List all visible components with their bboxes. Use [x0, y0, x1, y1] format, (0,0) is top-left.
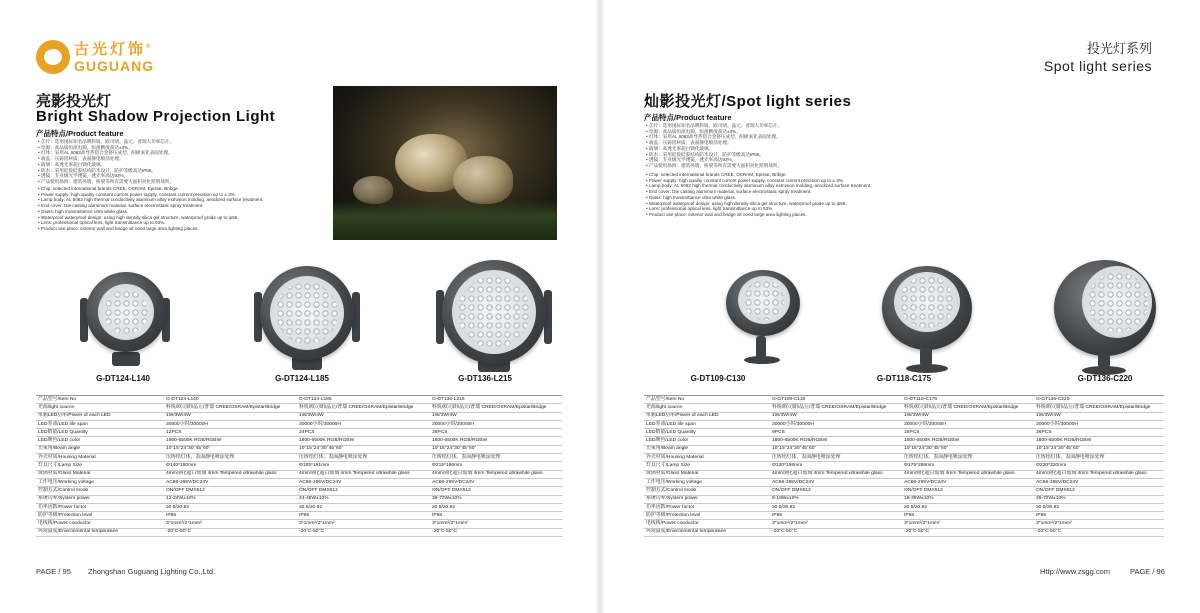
table-row [36, 495, 562, 503]
spec-value-cell: 1800-6500K RGB/RGBW [770, 437, 902, 445]
spec-label-cell: 光束角/Beam angle [644, 445, 770, 453]
feature-item: • 产品使用场所：建筑外墙、桥梁等所有需要大面积亮化照明场所。 [38, 179, 174, 185]
led-array [900, 276, 954, 328]
spec-value-cell: 1800-6500K RGB/RGBW [164, 437, 297, 445]
company-name: Zhongshan Guguang Lighting Co.,Ltd. [88, 567, 216, 576]
spec-label-cell: 环境温度/Environmental temperature [36, 528, 164, 536]
spec-value-cell: 科锐/欧司朗/晶元/普瑞 CREE/OSRAM/Epistar/Bridge [902, 404, 1034, 412]
spec-value-cell: IP66 [164, 512, 297, 520]
table-row [644, 396, 1164, 404]
product-title: 灿影投光灯/Spot light series [644, 93, 852, 110]
feature-item: • Waterproof waterproof design: using high density silica gel structure, waterproof grade up to ip66. [38, 215, 263, 221]
model-label: G-DT124-L185 [275, 374, 329, 383]
right-page [600, 0, 1200, 613]
spec-value-cell: 30000小时/30000H [1034, 420, 1164, 428]
logo-g-mark-icon [36, 40, 70, 74]
spec-value-cell: Φ175*268mm [902, 462, 1034, 470]
spec-value-cell: 3*1mm²/2*1mm² [164, 520, 297, 528]
spec-value-cell: IP66 [902, 512, 1034, 520]
spec-value-cell: 10°15°24°30°45°60° [164, 445, 297, 453]
spec-value-cell: ≥0.5/≥0.92 [164, 503, 297, 511]
spec-value-cell: ON/OFF DMX512 [297, 487, 430, 495]
spec-value-cell: 4mm钢化超白玻璃 4mm Tempered ultrawhite glass [430, 470, 562, 478]
spec-value-cell: G-DT124-L185 [297, 396, 430, 404]
spec-label-cell: 电线线/Power conductor [644, 520, 770, 528]
model-label: G-DT124-L140 [96, 374, 150, 383]
spec-value-cell: 36-72W±10% [1034, 495, 1164, 503]
spec-label-cell: 灯具尺寸/Lamp Size [36, 462, 164, 470]
lamp-image-g-dt136-c220 [1046, 256, 1164, 380]
spec-value-cell: 4mm钢化超白玻璃 4mm Tempered ultrawhite glass [1034, 470, 1164, 478]
spec-value-cell: 压铸铝灯体，表面静电喷涂处理 [1034, 454, 1164, 462]
table-row [644, 487, 1164, 495]
feature-item: • 端盖：压铸铝材质，表面静电喷涂处理。 [646, 140, 782, 146]
spec-value-cell: -20°C-50°C [430, 528, 562, 536]
table-row [36, 404, 562, 412]
table-row [36, 528, 562, 536]
lamp-stem [756, 336, 766, 358]
spec-value-cell: G-DT118-C175 [902, 396, 1034, 404]
spec-value-cell: 压铸铝灯体，表面静电喷涂处理 [902, 454, 1034, 462]
spec-value-cell: 4mm钢化超白玻璃 4mm Tempered ultrawhite glass [164, 470, 297, 478]
spec-value-cell: IP66 [770, 512, 902, 520]
spec-table [36, 395, 562, 537]
spec-value-cell: 1800-6500K RGB/RGBW [902, 437, 1034, 445]
feature-item: • Lamp body: AL 6063 high thermal conductivity aluminum alloy extrusion molding, anodized surface treatment. [38, 197, 263, 203]
spec-value-cell: ON/OFF DMX512 [164, 487, 297, 495]
feature-item: • Product use place: exterior wall and bridge all need large area lighting places. [646, 212, 871, 218]
spec-value-cell: Φ215*196mm [430, 462, 562, 470]
lamp-image-g-dt124-l185 [252, 262, 362, 380]
table-row [644, 429, 1164, 437]
spec-value-cell: 压铸铝灯体，表面静电喷涂处理 [430, 454, 562, 462]
spec-value-cell: 36PCS [430, 429, 562, 437]
feature-item: • Lamp body: AL 6063 high thermal conductivity aluminum alloy extrusion molding, anodized surface treatment. [646, 183, 871, 189]
spec-label-cell: 光源/light source [36, 404, 164, 412]
table-row [36, 470, 562, 478]
led-array [744, 280, 784, 320]
feature-item: • 玻璃：高透光率超白钢化玻璃。 [646, 146, 782, 152]
spec-value-cell: 36-72W±10% [430, 495, 562, 503]
page-number: PAGE / 95 [36, 567, 71, 576]
spec-value-cell: ON/OFF DMX512 [1034, 487, 1164, 495]
table-row [644, 520, 1164, 528]
spec-value-cell: 24-48W±10% [297, 495, 430, 503]
spec-value-cell: ≥0.5/≥0.92 [430, 503, 562, 511]
spec-label-cell: LED数量/LED Quantity [36, 429, 164, 437]
table-row [36, 478, 562, 486]
spec-label-cell: 玻璃材质/Glass Material [36, 470, 164, 478]
table-row [36, 487, 562, 495]
spec-label-cell: 系统功率/System power [644, 495, 770, 503]
feature-item: • Waterproof waterproof design: using high density silica gel structure, waterproof grade up to ip66. [646, 201, 871, 207]
feature-item: • Glass: high transmittance ultra white glass. [38, 209, 263, 215]
feature-item: • 灯体：采用AL 6063高导热铝合金挤压成型，阳极氧化表面处理。 [38, 150, 174, 156]
spec-label-cell: 灯具尺寸/Lamp Size [644, 462, 770, 470]
led-array [1088, 272, 1148, 332]
feature-item: • Lens: professional optical lens, light transmittance up to 93%. [38, 220, 263, 226]
feature-item: • Chip: selected international brands CREE, OSRAM, Epistar, Bribge. [38, 186, 263, 192]
table-row [644, 454, 1164, 462]
spec-value-cell: 压铸铝灯体，表面静电喷涂处理 [770, 454, 902, 462]
lamp-image-g-dt109-c130 [718, 262, 808, 372]
feature-item: • Chip: selected international brands CREE, OSRAM, Epistar, Bribge. [646, 172, 871, 178]
spec-value-cell: 1800-6500K RGB/RGBW [430, 437, 562, 445]
table-row [36, 437, 562, 445]
spec-value-cell: -20°C-50°C [770, 528, 902, 536]
spec-label-cell: 防护等级/Protection level [36, 512, 164, 520]
page-number: PAGE / 96 [1130, 567, 1165, 576]
feature-item: • 电源：高品质恒流电源，恒流精度高达±3%。 [646, 129, 782, 135]
table-row [644, 445, 1164, 453]
spec-value-cell: 1W/3W/4W [430, 412, 562, 420]
spec-value-cell: IP66 [297, 512, 430, 520]
spec-label-cell: 光源/light source [644, 404, 770, 412]
spec-value-cell: 24PCS [297, 429, 430, 437]
spec-value-cell: AC86-265V/DC24V [430, 478, 562, 486]
spec-value-cell: 10°15°24°30°45°60° [297, 445, 430, 453]
spec-value-cell: 4mm钢化超白玻璃 4mm Tempered ultrawhite glass [770, 470, 902, 478]
lamp-base [906, 364, 948, 373]
spec-value-cell: 3*1mm²/2*1mm² [902, 520, 1034, 528]
feature-list-cn [38, 139, 174, 185]
spec-value-cell: 3*1mm²/2*1mm² [430, 520, 562, 528]
spec-value-cell: ≥0.5/≥0.92 [1034, 503, 1164, 511]
spec-value-cell: -20°C-50°C [902, 528, 1034, 536]
table-row [36, 503, 562, 511]
spec-value-cell: 压铸铝灯体，表面静电喷涂处理 [297, 454, 430, 462]
grass-foreground [333, 200, 557, 240]
feature-item: • Product use place: exterior wall and bridge all need large area lighting places. [38, 226, 263, 232]
logo-english-name: GUGUANG [74, 58, 155, 74]
spec-value-cell: 科锐/欧司朗/晶元/普瑞 CREE/OSRAM/Epistar/Bridge [430, 404, 562, 412]
spec-value-cell: 10°15°24°30°45°60° [770, 445, 902, 453]
table-row [36, 396, 562, 404]
spec-value-cell: G-DT124-L140 [164, 396, 297, 404]
spec-value-cell: 1W/3W/4W [297, 412, 430, 420]
feature-item: • 芯片：选用国际知名品牌科锐、欧司朗、晶元、普瑞大功率芯片。 [646, 123, 782, 129]
feature-list-cn [646, 123, 782, 169]
table-row [644, 528, 1164, 536]
series-title-en: Spot light series [1043, 58, 1152, 74]
spec-label-cell: LED寿命/LED life span [644, 420, 770, 428]
spec-label-cell: 控制方式/Control mode [36, 487, 164, 495]
table-row [644, 412, 1164, 420]
model-label: G-DT118-C175 [876, 374, 932, 383]
spec-label-cell: 外壳材质/Housing Material [36, 454, 164, 462]
table-row [644, 404, 1164, 412]
spec-value-cell: 1W/3W/4W [164, 412, 297, 420]
led-array [104, 290, 148, 334]
spec-value-cell: AC86-265V/DC24V [902, 478, 1034, 486]
spec-value-cell: IP66 [430, 512, 562, 520]
spec-value-cell: IP66 [1034, 512, 1164, 520]
table-row [644, 420, 1164, 428]
lamp-image-g-dt136-l215 [434, 258, 554, 382]
spec-value-cell: AC86-265V/DC24V [297, 478, 430, 486]
spec-value-cell: 9PCS [770, 429, 902, 437]
spec-value-cell: 1800-6500K RGB/RGBW [297, 437, 430, 445]
spec-value-cell: 3*1mm²/2*1mm² [770, 520, 902, 528]
spec-label-cell: 功率因数/Power factor [36, 503, 164, 511]
feature-item: • 防水：采用硅胶硅胶结构防水设计，防护等级高达IP66。 [646, 152, 782, 158]
table-row [36, 445, 562, 453]
spec-value-cell: Φ130*198mm [770, 462, 902, 470]
feature-item: • End cover: Die casting aluminum material, surface electrostatic spray treatment. [646, 189, 871, 195]
spec-label-cell: LED颜色/LED color [644, 437, 770, 445]
spec-value-cell: ON/OFF DMX512 [902, 487, 1034, 495]
spec-label-cell: LED数量/LED Quantity [644, 429, 770, 437]
table-row [36, 429, 562, 437]
model-label: G-DT109-C130 [690, 374, 746, 383]
feature-heading: 产品特点/Product feature [644, 113, 732, 122]
spec-label-cell: LED颜色/LED color [36, 437, 164, 445]
spec-label-cell: 控制方式/Control mode [644, 487, 770, 495]
spec-value-cell: AC86-265V/DC24V [1034, 478, 1164, 486]
table-row [36, 520, 562, 528]
lamp-image-g-dt118-c175 [872, 262, 982, 376]
spec-value-cell: 1800-6500K RGB/RGBW [1034, 437, 1164, 445]
product-title-cn: 亮影投光灯 [36, 93, 112, 110]
feature-item: • Lens: professional optical lens, light transmittance up to 93%. [646, 206, 871, 212]
spec-value-cell: 12PCS [164, 429, 297, 437]
spec-value-cell: -20°C-50°C [1034, 528, 1164, 536]
spec-value-cell: 30000小时/30000H [297, 420, 430, 428]
feature-item: • Glass: high transmittance ultra white glass. [646, 195, 871, 201]
spec-value-cell: 4mm钢化超白玻璃 4mm Tempered ultrawhite glass [902, 470, 1034, 478]
spec-value-cell: Φ140*160mm [164, 462, 297, 470]
spec-label-cell: 环境温度/Environmental temperature [644, 528, 770, 536]
series-title-cn: 投光灯系列 [1086, 41, 1152, 56]
table-row [36, 412, 562, 420]
spec-label-cell: 单颗LED功率/Power of each LED [36, 412, 164, 420]
spec-value-cell: 9-18W±10% [770, 495, 902, 503]
model-label: G-DT136-L215 [458, 374, 512, 383]
feature-item: • 电源：高品质恒流电源，恒流精度高达±3%。 [38, 145, 174, 151]
spec-value-cell: G-DT109-C130 [770, 396, 902, 404]
feature-list-en [38, 186, 263, 232]
spec-value-cell: ON/OFF DMX512 [770, 487, 902, 495]
table-row [36, 454, 562, 462]
feature-heading: 产品特点/Product feature [36, 129, 124, 138]
feature-item: • End cover: Die casting aluminum material, surface electrostatic spray treatment. [38, 203, 263, 209]
table-row [36, 462, 562, 470]
spec-value-cell: 1W/3W/4W [1034, 412, 1164, 420]
spec-value-cell: 12-24W±10% [164, 495, 297, 503]
spec-value-cell: ON/OFF DMX512 [430, 487, 562, 495]
lamp-base [744, 356, 780, 364]
logo-chinese-name: 古光灯饰® [74, 41, 154, 58]
spec-value-cell: 科锐/欧司朗/晶元/普瑞 CREE/OSRAM/Epistar/Bridge [770, 404, 902, 412]
spec-value-cell: 30000小时/30000H [164, 420, 297, 428]
table-row [644, 437, 1164, 445]
spec-value-cell: 30000小时/30000H [430, 420, 562, 428]
table-row [644, 503, 1164, 511]
table-row [644, 495, 1164, 503]
led-array [458, 276, 530, 348]
spec-label-cell: 光束角/Beam angle [36, 445, 164, 453]
spec-value-cell: -20°C-50°C [297, 528, 430, 536]
spec-value-cell: 10°15°24°30°45°60° [1034, 445, 1164, 453]
table-row [644, 512, 1164, 520]
spec-value-cell: 10°15°24°30°45°60° [430, 445, 562, 453]
spec-value-cell: 36PCS [1034, 429, 1164, 437]
spec-value-cell: ≥0.5/≥0.92 [902, 503, 1034, 511]
spec-label-cell: LED寿命/LED life span [36, 420, 164, 428]
spec-value-cell: 18-36W±10% [902, 495, 1034, 503]
feature-item: • 透镜：专业级光学透镜，透光率高达93%。 [38, 173, 174, 179]
spec-value-cell: G-DT136-L215 [430, 396, 562, 404]
spec-value-cell: AC86-265V/DC24V [164, 478, 297, 486]
feature-list-en [646, 172, 871, 218]
spec-label-cell: 外壳材质/Housing Material [644, 454, 770, 462]
brand-logo [36, 38, 166, 78]
feature-item: • 端盖：压铸铝材质，表面静电喷涂处理。 [38, 156, 174, 162]
feature-item: • 透镜：专业级光学透镜，透光率高达93%。 [646, 157, 782, 163]
spec-label-cell: 玻璃材质/Glass Material [644, 470, 770, 478]
spec-value-cell: G-DT136-C220 [1034, 396, 1164, 404]
lamp-bracket [112, 352, 140, 366]
model-label: G-DT136-C220 [1077, 374, 1133, 383]
spec-label-cell: 产品型号/Item No [644, 396, 770, 404]
spec-table [644, 395, 1164, 537]
feature-item: • 灯体：采用AL 6063高导热铝合金挤压成型，阳极氧化表面处理。 [646, 134, 782, 140]
feature-item: • Power supply: high quality constant current power supply, constant current precision up to ± 3%. [646, 178, 871, 184]
spec-value-cell: -20°C-50°C [164, 528, 297, 536]
table-row [36, 420, 562, 428]
table-row [644, 470, 1164, 478]
spec-value-cell: 30000小时/30000H [902, 420, 1034, 428]
spec-value-cell: 10°15°24°30°45°60° [902, 445, 1034, 453]
spec-value-cell: 科锐/欧司朗/晶元/普瑞 CREE/OSRAM/Epistar/Bridge [1034, 404, 1164, 412]
table-row [644, 462, 1164, 470]
feature-item: • Power supply: high quality constant current power supply, constant current precision up to ± 3%. [38, 192, 263, 198]
feature-item: • 玻璃：高透光率超白钢化玻璃。 [38, 162, 174, 168]
spec-label-cell: 工作电压/Working voltage [644, 478, 770, 486]
spec-value-cell: ≥0.5/≥0.92 [297, 503, 430, 511]
spec-value-cell: 4mm钢化超白玻璃 4mm Tempered ultrawhite glass [297, 470, 430, 478]
spec-value-cell: 科锐/欧司朗/晶元/普瑞 CREE/OSRAM/Epistar/Bridge [164, 404, 297, 412]
lamp-image-g-dt124-l140 [76, 268, 176, 378]
spec-label-cell: 系统功率/System power [36, 495, 164, 503]
spec-label-cell: 电线线/Power conductor [36, 520, 164, 528]
spec-label-cell: 功率因数/Power factor [644, 503, 770, 511]
spec-label-cell: 工作电压/Working voltage [36, 478, 164, 486]
spec-label-cell: 单颗LED功率/Power of each LED [644, 412, 770, 420]
spec-value-cell: 科锐/欧司朗/晶元/普瑞 CREE/OSRAM/Epistar/Bridge [297, 404, 430, 412]
feature-item: • 防水：采用硅胶硅胶结构防水设计，防护等级高达IP66。 [38, 168, 174, 174]
spec-value-cell: Φ185*191mm [297, 462, 430, 470]
feature-item: • 芯片：选用国际知名品牌科锐、欧司朗、晶元、普瑞大功率芯片。 [38, 139, 174, 145]
spec-value-cell: 18PCS [902, 429, 1034, 437]
led-array [276, 282, 338, 344]
table-row [644, 478, 1164, 486]
spec-value-cell: 1W/3W/4W [902, 412, 1034, 420]
spec-value-cell: 压铸铝灯体，表面静电喷涂处理 [164, 454, 297, 462]
spec-value-cell: 30000小时/30000H [770, 420, 902, 428]
spec-value-cell: 3*1mm²/2*1mm² [1034, 520, 1164, 528]
spec-value-cell: 1W/3W/4W [770, 412, 902, 420]
garden-rock-photo [333, 86, 557, 240]
spec-value-cell: ≥0.5/≥0.92 [770, 503, 902, 511]
spec-label-cell: 产品型号/Item No [36, 396, 164, 404]
website-url: Http://www.zsgg.com [1040, 567, 1111, 576]
product-title-en: Bright Shadow Projection Light [36, 108, 276, 125]
spec-value-cell: 3*1mm²/2*1mm² [297, 520, 430, 528]
spec-value-cell: AC86-265V/DC24V [770, 478, 902, 486]
spec-label-cell: 防护等级/Protection level [644, 512, 770, 520]
table-row [36, 512, 562, 520]
spec-value-cell: Φ220*320mm [1034, 462, 1164, 470]
lit-rock [453, 156, 513, 204]
feature-item: • 产品使用场所：建筑外墙、桥梁等所有需要大面积亮化照明场所。 [646, 163, 782, 169]
